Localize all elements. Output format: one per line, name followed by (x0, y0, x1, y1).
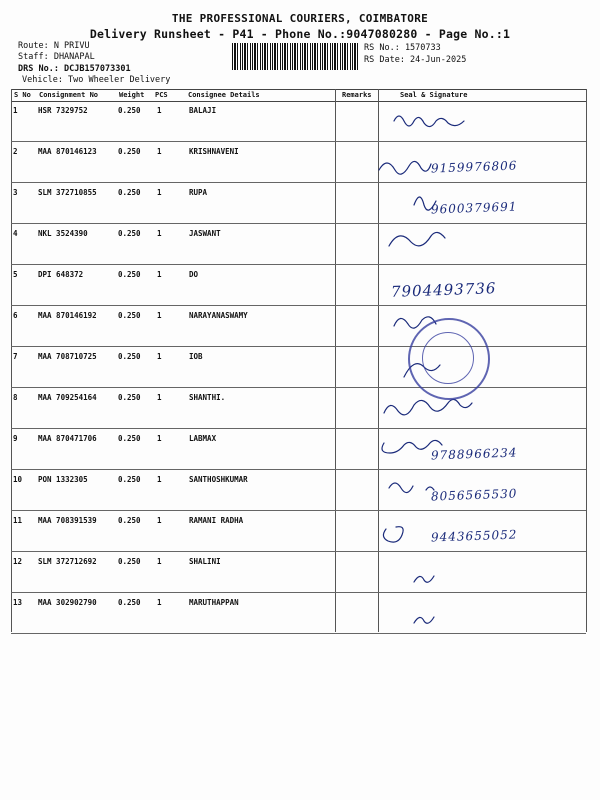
handwritten-phone: 9600379691 (430, 199, 518, 217)
consignee-name: MARUTHAPPAN (189, 598, 239, 607)
row-pcs: 1 (157, 311, 162, 320)
drs-number: DRS No.: DCJB157073301 (18, 64, 131, 74)
consignment-number: DPI 648372 (38, 270, 84, 279)
consignment-number: MAA 709254164 (38, 393, 97, 402)
col-header-consignment: Consignment No (39, 91, 99, 99)
consignee-name: RUPA (189, 188, 208, 197)
row-pcs: 1 (157, 516, 162, 525)
row-weight: 0.250 (118, 475, 141, 484)
consignment-number: MAA 708710725 (38, 352, 97, 361)
consignment-number: MAA 870146123 (38, 147, 97, 156)
row-weight: 0.250 (118, 434, 141, 443)
table-row (11, 511, 586, 552)
route-label: Route: N PRIVU (18, 41, 90, 51)
row-weight: 0.250 (118, 106, 141, 115)
signature-scribble (374, 552, 594, 593)
col-header-pcs: PCS (155, 91, 168, 99)
row-pcs: 1 (157, 270, 162, 279)
handwritten-signature (374, 101, 594, 142)
row-pcs: 1 (157, 229, 162, 238)
row-sno: 1 (13, 106, 18, 115)
row-sno: 8 (13, 393, 18, 402)
consignment-number: MAA 302902790 (38, 598, 97, 607)
row-sno: 10 (13, 475, 23, 484)
row-sno: 13 (13, 598, 23, 607)
consignee-name: KRISHNAVENI (189, 147, 239, 156)
row-weight: 0.250 (118, 352, 141, 361)
consignment-number: MAA 870471706 (38, 434, 97, 443)
row-pcs: 1 (157, 557, 162, 566)
consignment-number: SLM 372710855 (38, 188, 97, 197)
row-pcs: 1 (157, 475, 162, 484)
table-row (11, 470, 586, 511)
consignment-number: NKL 3524390 (38, 229, 88, 238)
row-sno: 3 (13, 188, 18, 197)
table-row (11, 142, 586, 183)
row-pcs: 1 (157, 188, 162, 197)
row-weight: 0.250 (118, 311, 141, 320)
company-title: THE PROFESSIONAL COURIERS, COIMBATORE (171, 12, 429, 25)
vehicle-label: Vehicle: Two Wheeler Delivery (22, 75, 171, 85)
table-row (11, 552, 586, 593)
consignee-name: SHALINI (189, 557, 221, 566)
row-sno: 9 (13, 434, 18, 443)
consignee-name: IOB (189, 352, 203, 361)
row-sno: 5 (13, 270, 18, 279)
runsheet-subtitle: Delivery Runsheet - P41 - Phone No.:9047080280 - Page No.:1 (89, 27, 511, 41)
handwritten-phone: 9788966234 (430, 445, 518, 463)
row-sno: 11 (13, 516, 23, 525)
consignee-name: NARAYANASWAMY (189, 311, 248, 320)
row-weight: 0.250 (118, 147, 141, 156)
table-row (11, 388, 586, 429)
table-row (11, 265, 586, 306)
signature-scribble (374, 224, 594, 265)
row-sno: 4 (13, 229, 18, 238)
row-sno: 6 (13, 311, 18, 320)
handwritten-phone: 9159976806 (430, 158, 518, 176)
col-header-remarks: Remarks (342, 91, 372, 99)
consignee-name: SHANTHI. (189, 393, 226, 402)
handwritten-signature (374, 552, 594, 593)
rs-number: RS No.: 1570733 (364, 43, 441, 53)
signature-scribble (374, 388, 594, 429)
row-weight: 0.250 (118, 188, 141, 197)
consignment-number: SLM 372712692 (38, 557, 97, 566)
row-sno: 2 (13, 147, 18, 156)
table-top-rule (11, 89, 586, 90)
table-row (11, 593, 586, 634)
consignment-number: MAA 870146192 (38, 311, 97, 320)
staff-label: Staff: DHANAPAL (18, 52, 95, 62)
row-pcs: 1 (157, 147, 162, 156)
table-row (11, 101, 586, 142)
row-weight: 0.250 (118, 557, 141, 566)
row-pcs: 1 (157, 393, 162, 402)
rs-date: RS Date: 24-Jun-2025 (364, 55, 467, 65)
consignment-number: MAA 708391539 (38, 516, 97, 525)
handwritten-phone: 7904493736 (390, 279, 497, 301)
row-weight: 0.250 (118, 270, 141, 279)
signature-scribble (374, 593, 594, 634)
row-pcs: 1 (157, 434, 162, 443)
consignee-name: DO (189, 270, 199, 279)
handwritten-phone: 9443655052 (430, 527, 518, 545)
row-sno: 7 (13, 352, 18, 361)
handwritten-signature (374, 388, 594, 429)
row-pcs: 1 (157, 352, 162, 361)
table-row (11, 183, 586, 224)
row-sno: 12 (13, 557, 23, 566)
consignee-name: LABMAX (189, 434, 217, 443)
row-weight: 0.250 (118, 229, 141, 238)
table-row (11, 429, 586, 470)
table-row (11, 224, 586, 265)
stamp-inner-ring (422, 332, 474, 384)
barcode (232, 43, 358, 70)
consignee-name: JASWANT (189, 229, 221, 238)
row-pcs: 1 (157, 598, 162, 607)
row-weight: 0.250 (118, 516, 141, 525)
consignment-number: PON 1332305 (38, 475, 88, 484)
handwritten-phone: 8056565530 (430, 486, 518, 504)
consignee-name: RAMANI RADHA (189, 516, 244, 525)
handwritten-signature (374, 593, 594, 634)
table-row (11, 347, 586, 388)
row-weight: 0.250 (118, 598, 141, 607)
row-weight: 0.250 (118, 393, 141, 402)
handwritten-signature (374, 224, 594, 265)
consignee-name: SANTHOSHKUMAR (189, 475, 248, 484)
col-header-seal: Seal & Signature (400, 91, 468, 99)
consignment-number: HSR 7329752 (38, 106, 88, 115)
table-row (11, 306, 586, 347)
col-header-sno: S No (14, 91, 31, 99)
row-pcs: 1 (157, 106, 162, 115)
col-header-weight: Weight (119, 91, 145, 99)
company-seal-stamp (408, 318, 490, 400)
signature-scribble (374, 101, 594, 142)
col-header-consignee: Consignee Details (188, 91, 260, 99)
consignee-name: BALAJI (189, 106, 217, 115)
